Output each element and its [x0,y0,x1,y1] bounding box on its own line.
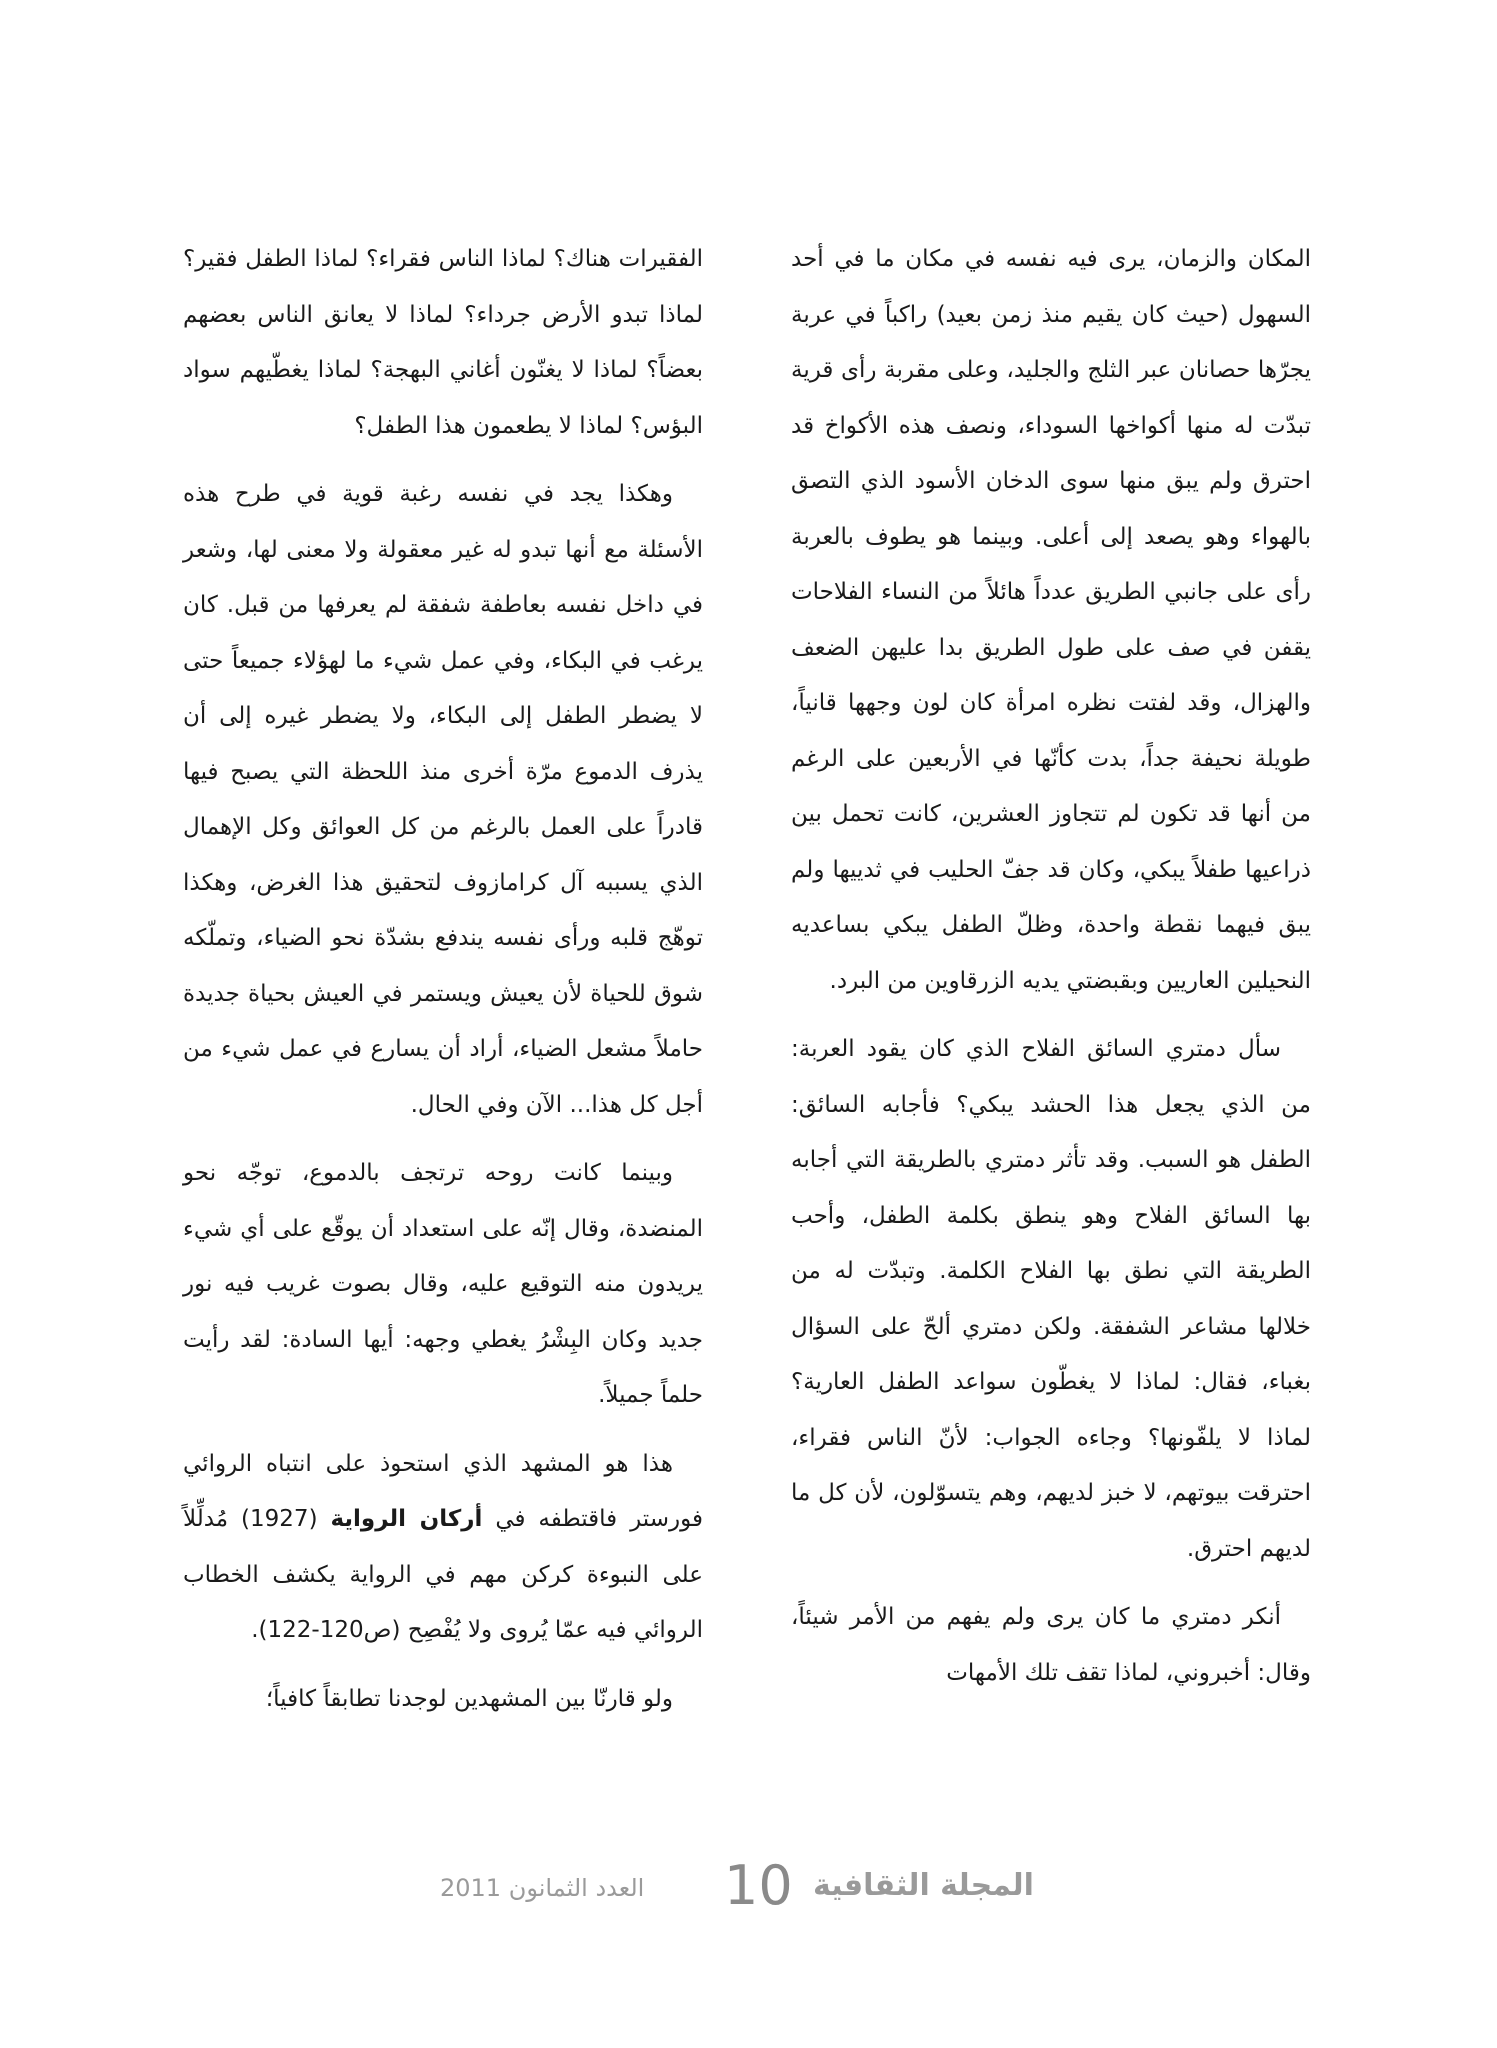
page-number: 10 [724,1854,793,1917]
paragraph: سأل دمتري السائق الفلاح الذي كان يقود العربة: من الذي يجعل هذا الحشد يبكي؟ فأجابه السائق: الطفل هو السبب. وقد تأثر دمتري بالطريقة التي أجابه بها السائق الفلاح وهو ينطق بكلمة الطفل، وأحب الطريقة التي نطق بها الفلاح الكلمة. وتبدّت له من خلالها مشاعر الشفقة. ولكن دمتري ألحّ على السؤال بغباء، فقال: لماذا لا يغطّون سواعد الطفل العارية؟ لماذا لا يلفّونها؟ وجاءه الجواب: لأنّ الناس فقراء، احترقت بيوتهم، لا خبز لديهم، وهم يتسوّلون، لأن كل ما لديهم احترق. [791,1036,1311,1562]
right-column [791,232,1311,1714]
magazine-name: المجلة الثقافية [813,1868,1034,1903]
paragraph-text: (1927) مُدلِّلاً على النبوءة كركن مهم في الرواية يكشف الخطاب الروائي فيه عمّا يُروى ولا يُفْصِح (ص120-122). [183,1506,703,1643]
paragraph: ولو قارنّا بين المشهدين لوجدنا تطابقاً كافياً؛ [265,1685,673,1712]
page-footer [0,1854,1497,1920]
issue-label: العدد الثمانون 2011 [440,1874,645,1902]
left-column [183,232,703,1740]
paragraph: الفقيرات هناك؟ لماذا الناس فقراء؟ لماذا الطفل فقير؟ لماذا تبدو الأرض جرداء؟ لماذا لا يعانق الناس بعضهم بعضاً؟ لماذا لا يغنّون أغاني البهجة؟ لماذا يغطّيهم سواد البؤس؟ لماذا لا يطعمون هذا الطفل؟ [183,246,703,439]
paragraph: وبينما كانت روحه ترتجف بالدموع، توجّه نحو المنضدة، وقال إنّه على استعداد أن يوقّع على أي شيء يريدون منه التوقيع عليه، وقال بصوت غريب فيه نور جديد وكان البِشْرُ يغطي وجهه: أيها السادة: لقد رأيت حلماً جميلاً. [183,1160,703,1408]
paragraph: وهكذا يجد في نفسه رغبة قوية في طرح هذه الأسئلة مع أنها تبدو له غير معقولة ولا معنى لها، وشعر في داخل نفسه بعاطفة شفقة لم يعرفها من قبل. كان يرغب في البكاء، وفي عمل شيء ما لهؤلاء جميعاً حتى لا يضطر الطفل إلى البكاء، ولا يضطر غيره إلى أن يذرف الدموع مرّة أخرى منذ اللحظة التي يصبح فيها قادراً على العمل بالرغم من كل العوائق وكل الإهمال الذي يسببه آل كرامازوف لتحقيق هذا الغرض، وهكذا توهّج قلبه ورأى نفسه يندفع بشدّة نحو الضياء، وتملّكه شوق للحياة لأن يعيش ويستمر في العيش بحياة جديدة حاملاً مشعل الضياء، أراد أن يسارع في عمل شيء من أجل كل هذا... الآن وفي الحال. [183,481,703,1118]
paragraph [183,1437,703,1659]
paragraph: أنكر دمتري ما كان يرى ولم يفهم من الأمر شيئاً، وقال: أخبروني، لماذا تقف تلك الأمهات [791,1604,1311,1686]
book-title: أركان الرواية [330,1506,483,1532]
paragraph-text: هذا هو المشهد الذي استحوذ على انتباه الروائي فورستر فاقتطفه في [183,1450,703,1532]
paragraph: المكان والزمان، يرى فيه نفسه في مكان ما في أحد السهول (حيث كان يقيم منذ زمن بعيد) راكباً في عربة يجرّها حصانان عبر الثلج والجليد، وعلى مقربة رأى قرية تبدّت له منها أكواخها السوداء، ونصف هذه الأكواخ قد احترق ولم يبق منها سوى الدخان الأسود الذي التصق بالهواء وهو يصعد إلى أعلى. وبينما هو يطوف بالعربة رأى على جانبي الطريق عدداً هائلاً من النساء الفلاحات يقفن في صف على طول الطريق بدا عليهن الضعف والهزال، وقد لفتت نظره امرأة كان لون وجهها قانياً، طويلة نحيفة جداً، بدت كأنّها في الأربعين على الرغم من أنها قد تكون لم تتجاوز العشرين، كانت تحمل بين ذراعيها طفلاً يبكي، وكان قد جفّ الحليب في ثدييها ولم يبق فيهما نقطة واحدة، وظلّ الطفل يبكي بساعديه النحيلين العاريين وبقبضتي يديه الزرقاوين من البرد. [791,246,1311,994]
